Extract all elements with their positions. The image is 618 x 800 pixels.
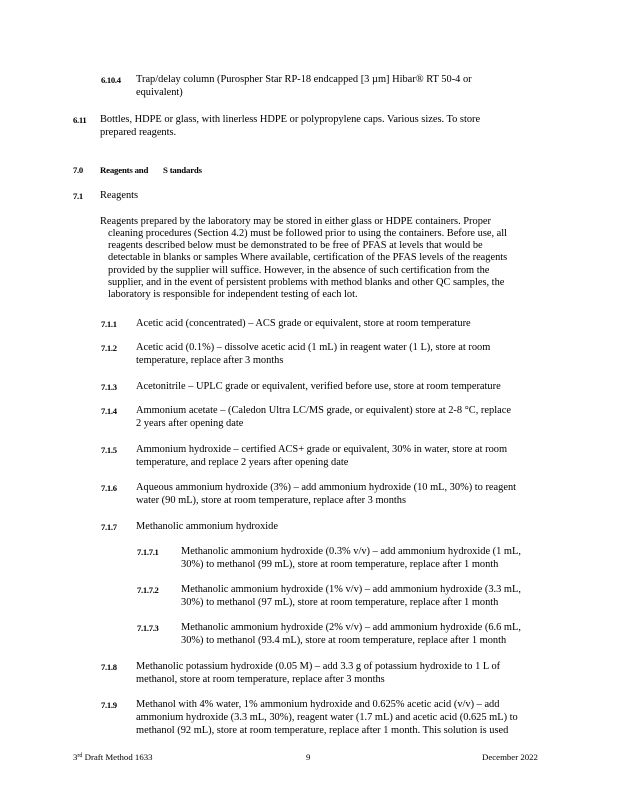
section-6-11-line-2: prepared reagents. xyxy=(100,127,177,138)
intro-line-6: supplier, and in the event of persistent problems with method blanks and other QC samples, the xyxy=(108,277,505,288)
section-number-7-1-7-2: 7.1.7.2 xyxy=(137,585,159,595)
section-number-7-1-9: 7.1.9 xyxy=(101,700,117,710)
section-number-6-11: 6.11 xyxy=(73,115,87,125)
intro-line-3: reagents described below must be demonstrated to be free of PFAS at levels that would be xyxy=(108,240,483,251)
footer-method-text: Draft Method 1633 xyxy=(82,752,153,762)
section-7-1-4-line-2: 2 years after opening date xyxy=(136,418,244,429)
section-heading-standards: S tandards xyxy=(163,165,202,175)
section-7-1-6-line-2: water (90 mL), store at room temperature, replace after 3 months xyxy=(136,495,407,506)
section-7-1-9-line-2: ammonium hydroxide (3.3 mL, 30%), reagent water (1.7 mL) and acetic acid (0.625 mL) to xyxy=(136,712,518,723)
section-7-1-5-line-1: Ammonium hydroxide – certified ACS+ grade or equivalent, 30% in water, store at room xyxy=(136,444,508,455)
section-7-1-2-line-2: temperature, replace after 3 months xyxy=(136,355,284,366)
section-7-1-7-3-line-1: Methanolic ammonium hydroxide (2% v/v) – add ammonium hydroxide (6.6 mL, xyxy=(181,622,521,633)
footer-method-title xyxy=(73,751,153,764)
section-6-10-4-line-2: equivalent) xyxy=(136,87,183,98)
section-7-1-7-2-line-1: Methanolic ammonium hydroxide (1% v/v) – add ammonium hydroxide (3.3 mL, xyxy=(181,584,521,595)
footer-draft-number: 3 xyxy=(73,752,78,762)
section-6-11-line-1: Bottles, HDPE or glass, with linerless HDPE or polypropylene caps. Various sizes. To store xyxy=(100,114,481,125)
section-7-1-5-line-2: temperature, and replace 2 years after opening date xyxy=(136,457,349,468)
section-number-7-1-8: 7.1.8 xyxy=(101,662,117,672)
intro-line-5: provided by the supplier will suffice. However, in the absence of such certification from the xyxy=(108,265,490,276)
intro-line-1: Reagents prepared by the laboratory may be stored in either glass or HDPE containers. Proper xyxy=(100,216,491,227)
intro-line-7: laboratory is responsible for independent testing of each lot. xyxy=(108,289,358,300)
section-6-10-4-line-1: Trap/delay column (Purospher Star RP-18 endcapped [3 µm] Hibar® RT 50-4 or xyxy=(136,74,472,85)
section-7-1-7-2-line-2: 30%) to methanol (97 mL), store at room temperature, replace after 1 month xyxy=(181,597,499,608)
section-7-1-4-line-1: Ammonium acetate – (Caledon Ultra LC/MS grade, or equivalent) store at 2-8 °C, replace xyxy=(136,405,511,416)
section-number-7-1-3: 7.1.3 xyxy=(101,382,117,392)
section-number-7-1-1: 7.1.1 xyxy=(101,319,117,329)
section-number-6-10-4: 6.10.4 xyxy=(101,75,121,85)
section-number-7-1-4: 7.1.4 xyxy=(101,406,117,416)
section-7-1-7-1-line-2: 30%) to methanol (99 mL), store at room temperature, replace after 1 month xyxy=(181,559,499,570)
section-number-7-0: 7.0 xyxy=(73,165,83,175)
section-7-1-7-1-line-1: Methanolic ammonium hydroxide (0.3% v/v) – add ammonium hydroxide (1 mL, xyxy=(181,546,521,557)
section-7-1-7-3-line-2: 30%) to methanol (93.4 mL), store at room temperature, replace after 1 month xyxy=(181,635,507,646)
section-heading-reagents-and: Reagents and xyxy=(100,165,149,175)
section-7-1-8-line-1: Methanolic potassium hydroxide (0.05 M) – add 3.3 g of potassium hydroxide to 1 L of xyxy=(136,661,501,672)
section-number-7-1-5: 7.1.5 xyxy=(101,445,117,455)
intro-line-2: cleaning procedures (Section 4.2) must be followed prior to using the containers. Before use, all xyxy=(108,228,508,239)
section-number-7-1-7-1: 7.1.7.1 xyxy=(137,547,159,557)
section-7-1-1-line-1: Acetic acid (concentrated) – ACS grade or equivalent, store at room temperature xyxy=(136,318,471,329)
section-number-7-1-6: 7.1.6 xyxy=(101,483,117,493)
section-number-7-1-7: 7.1.7 xyxy=(101,522,117,532)
section-7-1-9-line-1: Methanol with 4% water, 1% ammonium hydroxide and 0.625% acetic acid (v/v) – add xyxy=(136,699,500,710)
section-7-1-title: Reagents xyxy=(100,190,139,201)
section-number-7-1-2: 7.1.2 xyxy=(101,343,117,353)
footer-date: December 2022 xyxy=(482,752,538,762)
section-7-1-2-line-1: Acetic acid (0.1%) – dissolve acetic acid (1 mL) in reagent water (1 L), store at room xyxy=(136,342,491,353)
section-7-1-6-line-1: Aqueous ammonium hydroxide (3%) – add ammonium hydroxide (10 mL, 30%) to reagent xyxy=(136,482,517,493)
footer-page-number: 9 xyxy=(306,752,311,762)
section-7-1-7-line-1: Methanolic ammonium hydroxide xyxy=(136,521,278,532)
section-7-1-3-line-1: Acetonitrile – UPLC grade or equivalent, verified before use, store at room temperature xyxy=(136,381,501,392)
section-7-1-8-line-2: methanol, store at room temperature, replace after 3 months xyxy=(136,674,385,685)
section-7-1-9-line-3: methanol (92 mL), store at room temperature, replace after 1 month. This solution is used xyxy=(136,725,509,736)
section-number-7-1: 7.1 xyxy=(73,191,83,201)
intro-line-4: detectable in blanks or samples Where available, certification of the PFAS levels of the reagents xyxy=(108,252,508,263)
section-number-7-1-7-3: 7.1.7.3 xyxy=(137,623,159,633)
footer-ordinal-suffix: rd xyxy=(77,753,83,759)
